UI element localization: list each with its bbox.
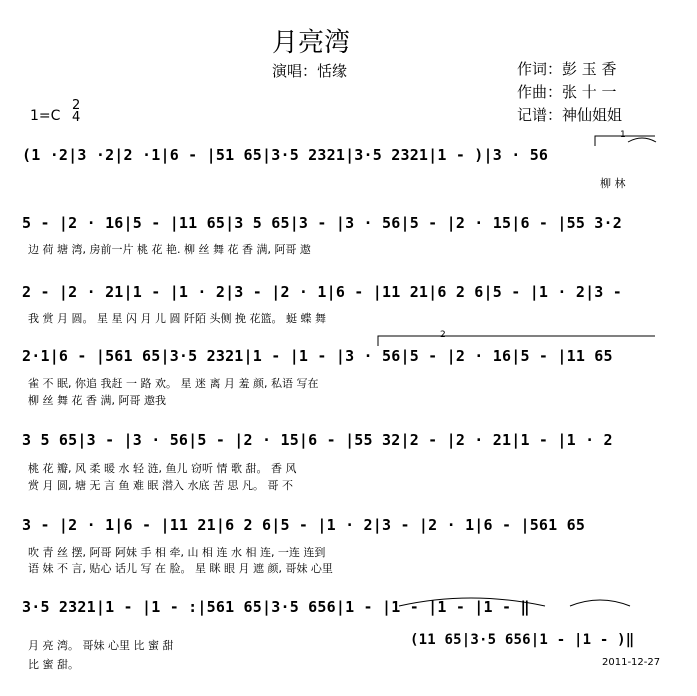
lyric-line-7b: 比 蜜 甜。: [28, 658, 79, 671]
composer-credit: 作曲：张 十 一: [517, 83, 617, 101]
score-line-5: 3 5 65|3 - |3 · 56|5 - |2 · 15|6 - |55 32|2 - |2 · 21|1 - |1 · 2: [22, 431, 613, 449]
score-line-6: 3 - |2 · 1|6 - |11 21|6 2 6|5 - |1 · 2|3 - |2 · 1|6 - |561 65: [22, 516, 586, 534]
key-signature: 1=C: [30, 108, 61, 124]
score-line-7: 3·5 2321|1 - |1 - :|561 65|3·5 656|1 - |1 - |1 - |1 - ‖: [22, 598, 530, 616]
lyric-line-4a: 雀 不 眠, 你追 我赶 一 路 欢。 星 迷 离 月 羞 颜, 私语 写在: [28, 377, 319, 390]
lyric-line-6a: 吹 青 丝 摆, 阿哥 阿妹 手 相 牵, 山 相 连 水 相 连, 一连 连到: [28, 546, 326, 559]
transcription-date: 2011-12-27: [602, 657, 661, 668]
lyric-line-6b: 语 妹 不 言, 贴心 话儿 写 在 脸。 星 眯 眼 月 遮 颜, 哥妹 心里: [28, 562, 333, 575]
volta-1-label: 1: [620, 130, 626, 140]
lyric-line-3: 我 赏 月 圆。 星 星 闪 月 儿 圆 阡陌 头侧 挽 花篮。 蜓 蝶 舞: [28, 312, 326, 325]
singer-credit: 演唱：恬缘: [272, 62, 348, 80]
lyric-line-5b: 赏 月 圆, 塘 无 言 鱼 难 眠 潜入 水底 苦 思 凡。 哥 不: [28, 479, 293, 492]
transcriber-credit: 记谱：神仙姐姐: [517, 106, 623, 124]
lyric-line-4b: 柳 丝 舞 花 香 满, 阿哥 遨我: [28, 394, 166, 407]
lyric-line-1: 柳 林: [600, 177, 626, 190]
lyric-line-5a: 桃 花 瓣, 风 柔 暖 水 轻 涟, 鱼儿 窃听 情 歌 甜。 香 风: [28, 462, 297, 475]
lyric-line-7a: 月 亮 湾。 哥妹 心里 比 蜜 甜: [28, 639, 174, 652]
time-signature-bottom: 4: [72, 110, 81, 125]
score-line-1: (1 ·2|3 ·2|2 ·1|6 - |51 65|3·5 2321|3·5 2321|1 - )|3 · 56: [22, 146, 549, 164]
score-line-2: 5 - |2 · 16|5 - |11 65|3 5 65|3 - |3 · 56|5 - |2 · 15|6 - |55 3·2: [22, 214, 622, 232]
score-line-3: 2 - |2 · 21|1 - |1 · 2|3 - |2 · 1|6 - |11 21|6 2 6|5 - |1 · 2|3 -: [22, 283, 622, 301]
volta-2-label: 2: [440, 330, 446, 340]
lyric-line-2: 边 荷 塘 湾, 房前一片 桃 花 艳. 柳 丝 舞 花 香 满, 阿哥 遨: [28, 243, 311, 256]
lyricist-credit: 作词：彭 玉 香: [517, 60, 617, 78]
score-line-4: 2·1|6 - |561 65|3·5 2321|1 - |1 - |3 · 56|5 - |2 · 16|5 - |11 65: [22, 347, 613, 365]
coda-line: (11 65|3·5 656|1 - |1 - )‖: [410, 632, 635, 648]
song-title: 月亮湾: [272, 28, 351, 58]
time-signature-top: 2: [72, 98, 81, 113]
